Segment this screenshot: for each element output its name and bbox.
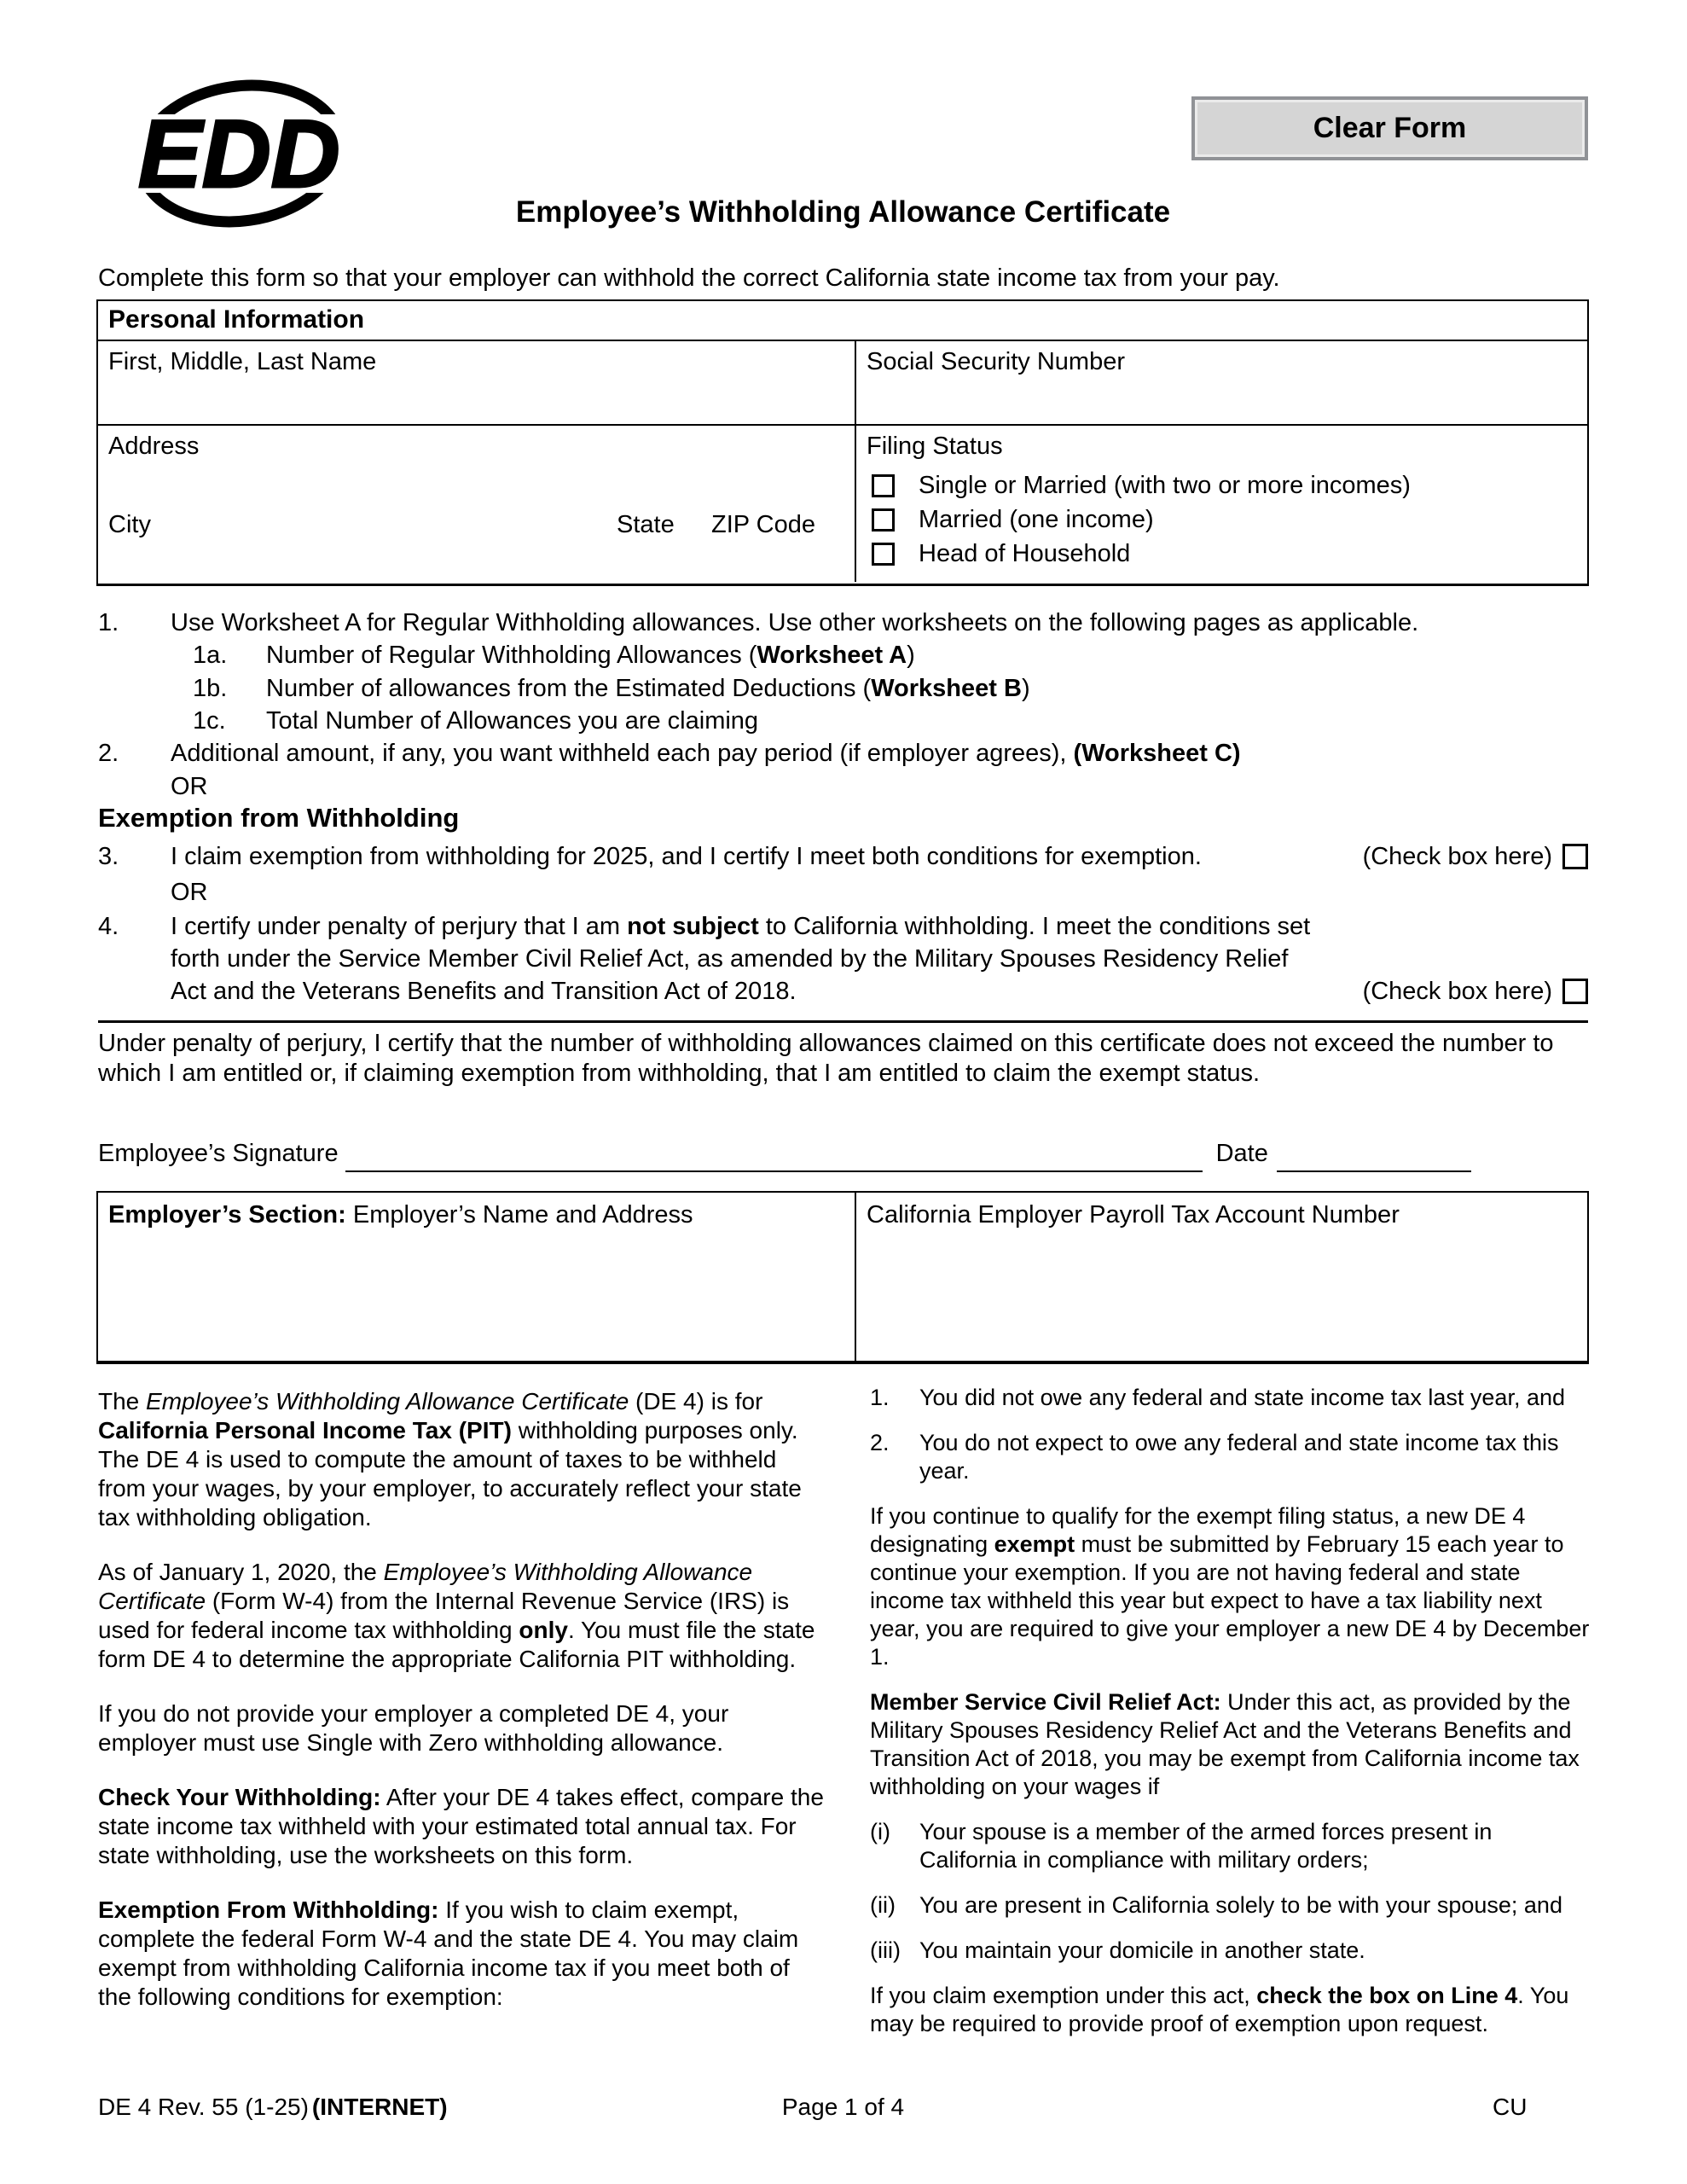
certification-statement: Under penalty of perjury, I certify that the number of withholding allowances claimed on this certificate does not exceed the number to which I am entitled or, if claiming exemption from withholding, that I am entitled to claim the exempt status. <box>98 1030 1554 1087</box>
right-condition-1 <box>870 1384 1591 1412</box>
exemption-item-3 <box>98 841 1588 872</box>
right-roman-i-text: Your spouse is a member of the armed forces present in California in compliance with military orders; <box>919 1819 1493 1873</box>
certification-divider <box>98 1020 1588 1023</box>
filing-single-label: Single or Married (with two or more incomes) <box>919 472 1411 499</box>
city-label: City <box>108 511 151 538</box>
form-title: Employee’s Withholding Allowance Certificate <box>515 195 1171 229</box>
filing-status-options <box>872 468 1411 571</box>
right-condition-2 <box>870 1429 1591 1485</box>
right-paragraph-1: If you continue to qualify for the exempt filing status, a new DE 4 designating exempt must be submitted by February 15 each year to continue your exemption. If you are not having federal and state income tax withheld this year but expect to have a tax liability next year, you are required to give your employer a new DE 4 by December 1. <box>870 1503 1590 1670</box>
right-condition-1-number: 1. <box>870 1385 890 1410</box>
filing-option-single <box>872 468 1411 502</box>
item-4-text: I certify under penalty of perjury that I am not subject to California withholding. I meet the conditions set forth under the Service Member Civil Relief Act, as amended by the Military Spouses Residency Relief Act and the Veterans Benefits and Transition Act of 2018. <box>171 913 1311 1005</box>
right-roman-ii-number: (ii) <box>870 1892 896 1918</box>
employer-section-label: Employer’s Section: Employer’s Name and Address <box>108 1201 693 1228</box>
footer-internet-text: (INTERNET) <box>311 2094 448 2120</box>
left-paragraph-5: Exemption From Withholding: If you wish to claim exempt, complete the federal Form W-4 and the state DE 4. You may claim exempt from withholding California income tax if you meet both of the following conditions for exemption: <box>98 1896 799 2010</box>
right-paragraph-3: If you claim exemption under this act, check the box on Line 4. You may be required to provide proof of exemption upon request. <box>870 1983 1569 2036</box>
item-4-number: 4. <box>98 913 119 940</box>
filing-married-one-income-checkbox[interactable] <box>872 508 895 531</box>
ssn-label: Social Security Number <box>867 348 1125 375</box>
info-right-column <box>870 1384 1591 2055</box>
filing-head-of-household-label: Head of Household <box>919 540 1131 567</box>
intro-text: Complete this form so that your employer can withhold the correct California state income tax from your pay. <box>98 264 1280 292</box>
address-field[interactable] <box>98 426 856 582</box>
item-2-text: Additional amount, if any, you want withheld each pay period (if employer agrees), (Worksheet C) <box>171 740 1241 767</box>
filing-option-head-of-household <box>872 537 1411 571</box>
left-paragraph-2: As of January 1, 2020, the Employee’s Withholding Allowance Certificate (Form W-4) from the Internal Revenue Service (IRS) is used for federal income tax withholding only. You must file the state form DE 4 to determine the appropriate California PIT withholding. <box>98 1559 815 1672</box>
filing-status-cell <box>856 426 1587 582</box>
right-condition-2-text: You do not expect to owe any federal and state income tax this year. <box>919 1430 1559 1484</box>
zip-label: ZIP Code <box>711 511 815 538</box>
signature-label: Employee’s Signature <box>98 1140 339 1167</box>
right-roman-ii-text: You are present in California solely to be with your spouse; and <box>919 1892 1562 1918</box>
address-label: Address <box>108 433 200 460</box>
footer-rev-text: DE 4 Rev. 55 (1-25) <box>98 2094 309 2120</box>
filing-married-one-income-label: Married (one income) <box>919 506 1154 533</box>
right-condition-2-number: 2. <box>870 1430 890 1455</box>
right-paragraph-2: Member Service Civil Relief Act: Under this act, as provided by the Military Spouses Residency Relief Act and the Veterans Benefits and Transition Act of 2018, you may be exempt from California income tax withholding on your wages if <box>870 1689 1580 1799</box>
exemption-item-4 <box>98 910 1588 1008</box>
right-roman-iii-number: (iii) <box>870 1937 901 1963</box>
filing-option-married-one-income <box>872 502 1411 537</box>
state-label: State <box>617 511 675 538</box>
or-text-2: OR <box>171 879 208 906</box>
personal-info-row-2 <box>98 426 1587 582</box>
item-3-check-group <box>1363 841 1588 872</box>
signature-line[interactable] <box>345 1135 1203 1172</box>
employer-name-address-field[interactable] <box>98 1193 856 1361</box>
filing-status-label: Filing Status <box>867 433 1003 460</box>
item-3-text: I claim exemption from withholding for 2025, and I certify I meet both conditions for exemption. <box>171 843 1202 870</box>
name-field[interactable] <box>98 341 856 424</box>
filing-single-checkbox[interactable] <box>872 474 895 497</box>
right-roman-iii <box>870 1937 1591 1965</box>
exempt-2025-checkbox[interactable] <box>1562 844 1588 869</box>
item-1a-text: Number of Regular Withholding Allowances (Worksheet A) <box>266 642 915 669</box>
filing-head-of-household-checkbox[interactable] <box>872 543 895 566</box>
signature-row <box>98 1128 1588 1172</box>
item-4-check-group <box>1363 975 1588 1008</box>
right-roman-iii-text: You maintain your domicile in another state. <box>919 1937 1365 1963</box>
instruction-item-1c <box>193 706 758 736</box>
footer-page-number: Page 1 of 4 <box>781 2094 905 2120</box>
edd-logo-text: EDD <box>138 101 340 207</box>
instruction-item-1a <box>193 640 915 671</box>
left-paragraph-4: Check Your Withholding: After your DE 4 takes effect, compare the state income tax withheld with your estimated total annual tax. For state withholding, use the worksheets on this form. <box>98 1784 824 1868</box>
info-left-column <box>98 1387 825 2037</box>
item-2-number: 2. <box>98 740 119 767</box>
footer-cu-code: CU <box>1493 2094 1528 2120</box>
or-text-1: OR <box>171 773 208 800</box>
right-roman-i <box>870 1818 1591 1874</box>
exemption-heading: Exemption from Withholding <box>98 803 460 833</box>
clear-form-button[interactable]: Clear Form <box>1191 96 1588 160</box>
or-separator-1 <box>171 771 208 802</box>
item-1c-number: 1c. <box>193 707 226 735</box>
payroll-account-field[interactable] <box>856 1193 1587 1361</box>
item-1b-text: Number of allowances from the Estimated Deductions (Worksheet B) <box>266 675 1030 702</box>
date-line[interactable] <box>1277 1135 1471 1172</box>
left-paragraph-1: The Employee’s Withholding Allowance Certificate (DE 4) is for California Personal Income Tax (PIT) withholding purposes only. The DE 4 is used to compute the amount of taxes to be withheld from your wages, by your employer, to accurately reflect your state tax withholding obligation. <box>98 1388 802 1531</box>
right-roman-ii <box>870 1891 1591 1920</box>
item-1-number: 1. <box>98 609 119 636</box>
personal-info-row-1 <box>98 341 1587 426</box>
left-paragraph-3: If you do not provide your employer a completed DE 4, your employer must use Single with Zero withholding allowance. <box>98 1700 729 1756</box>
date-label: Date <box>1215 1140 1268 1167</box>
item-3-number: 3. <box>98 843 119 870</box>
military-spouse-checkbox[interactable] <box>1562 979 1588 1004</box>
personal-info-section-title: Personal Information <box>98 301 1587 341</box>
item-4-checkbox-label: (Check box here) <box>1362 978 1552 1005</box>
personal-info-table <box>96 299 1589 586</box>
item-1a-number: 1a. <box>193 642 228 669</box>
footer-revision <box>98 2092 448 2123</box>
item-1c-text: Total Number of Allowances you are claiming <box>266 707 759 735</box>
instruction-item-2 <box>98 738 1588 769</box>
item-1-text: Use Worksheet A for Regular Withholding allowances. Use other worksheets on the following pages as applicable. <box>171 609 1419 636</box>
item-1b-number: 1b. <box>193 675 228 702</box>
right-roman-i-number: (i) <box>870 1819 890 1844</box>
instruction-item-1 <box>98 607 1588 638</box>
or-separator-2 <box>171 877 208 908</box>
payroll-account-label: California Employer Payroll Tax Account Number <box>867 1201 1400 1228</box>
name-label: First, Middle, Last Name <box>108 348 377 375</box>
instruction-item-1b <box>193 673 1030 704</box>
ssn-field[interactable] <box>856 341 1587 424</box>
item-3-checkbox-label: (Check box here) <box>1362 843 1552 870</box>
employer-section-table <box>96 1191 1589 1364</box>
right-condition-1-text: You did not owe any federal and state income tax last year, and <box>919 1385 1566 1410</box>
